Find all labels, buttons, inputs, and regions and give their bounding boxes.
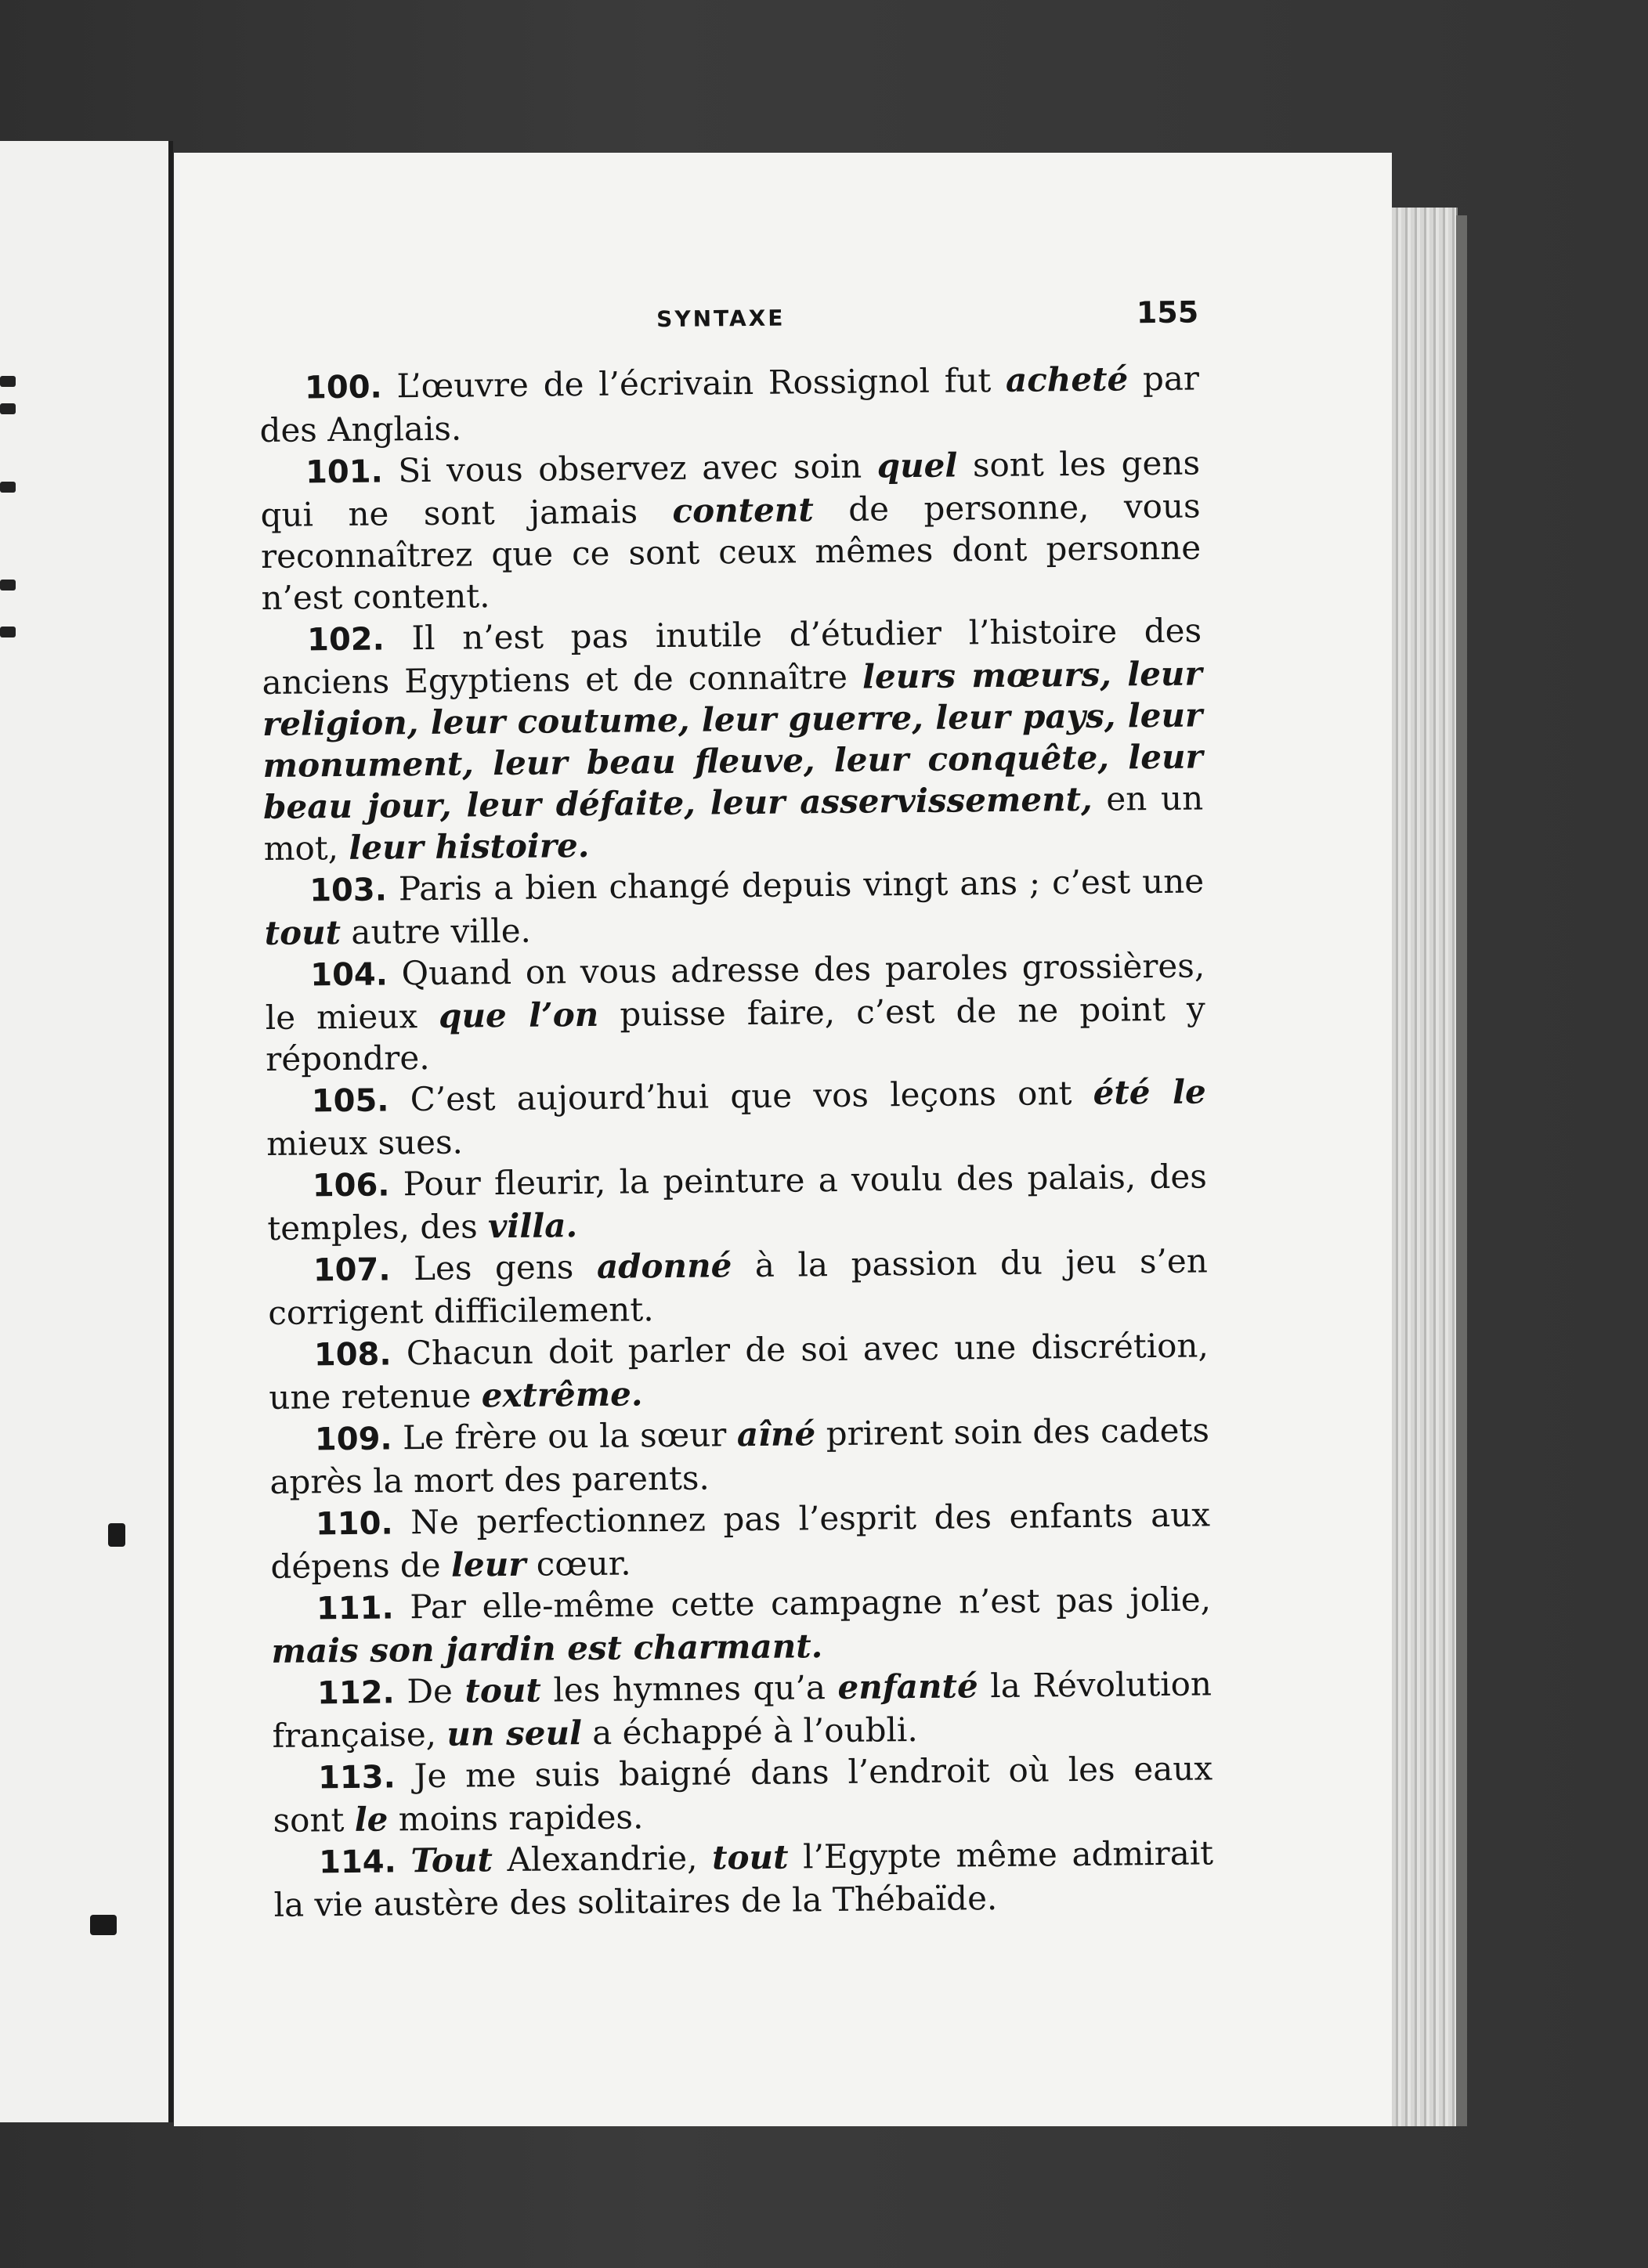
- exercise-item: [264, 860, 1205, 954]
- text-run: Ne perfectionnez pas l’esprit des enfants aux dépens de: [270, 1495, 1211, 1586]
- exercise-text: [273, 1833, 1213, 1924]
- exercise-text: [260, 443, 1201, 617]
- text-run: Par elle-même cette campagne n’est pas jolie,: [393, 1580, 1212, 1627]
- exercise-text: [268, 1241, 1208, 1332]
- text-run: Le frère ou la sœur: [392, 1415, 738, 1457]
- exercise-number: 100.: [304, 369, 382, 406]
- exercise-number: 105.: [311, 1082, 389, 1120]
- exercise-item: [269, 1324, 1209, 1418]
- text-run: les hymnes qu’a: [540, 1667, 838, 1710]
- exercise-item: [270, 1493, 1211, 1587]
- text-run: Chacun doit parler de soi avec une discrétion, une retenue: [269, 1326, 1209, 1417]
- text-run: Les gens: [390, 1247, 598, 1288]
- exercise-number: 104.: [310, 956, 389, 994]
- italic-phrase: quel: [876, 446, 958, 486]
- italic-phrase: tout: [264, 913, 342, 952]
- italic-phrase: leur: [450, 1544, 526, 1584]
- italic-phrase: content: [672, 490, 814, 530]
- text-run: en un mot,: [263, 778, 1204, 868]
- exercise-text: [272, 1664, 1212, 1755]
- text-run: De: [394, 1671, 465, 1711]
- exercise-number: 108.: [313, 1336, 392, 1374]
- text-run: Alexandrie,: [492, 1838, 713, 1880]
- text-run: C’est aujourd’hui que vos leçons ont: [389, 1073, 1093, 1119]
- italic-phrase: leur histoire.: [349, 825, 590, 867]
- text-run: moins rapides.: [388, 1797, 644, 1839]
- italic-phrase: mais son jardin est charmant.: [271, 1627, 823, 1670]
- exercise-item: [260, 442, 1202, 619]
- exercise-text: [266, 946, 1205, 1078]
- facing-page-left: [0, 141, 173, 2122]
- exercise-item: [265, 944, 1205, 1080]
- text-run: par des Anglais.: [259, 359, 1200, 450]
- italic-phrase: été le: [1093, 1072, 1206, 1112]
- text-run: [396, 1841, 411, 1880]
- text-run: Pour fleurir, la peinture a voulu des palais, des temples, des: [267, 1157, 1207, 1248]
- text-run: Quand on vous adresse des paroles grossières, le mieux: [265, 946, 1205, 1037]
- text-run: Il n’est pas inutile d’étudier l’histoire des anciens Egyptiens et de connaître: [262, 611, 1202, 702]
- exercise-text: [269, 1326, 1209, 1417]
- italic-phrase: aîné: [736, 1414, 816, 1454]
- exercise-number: 114.: [318, 1844, 397, 1881]
- exercise-number: 110.: [315, 1505, 393, 1543]
- text-run: prirent soin des cadets après la mort des parents.: [269, 1410, 1210, 1501]
- page-edges: [1392, 208, 1456, 2126]
- text-run: Je me suis baigné dans l’endroit où les eaux sont: [273, 1749, 1213, 1840]
- running-head-title: SYNTAXE: [656, 305, 786, 333]
- exercise-item: [259, 357, 1200, 451]
- exercise-number: 113.: [317, 1759, 396, 1797]
- italic-phrase: Tout: [410, 1840, 493, 1880]
- exercise-text: [269, 1410, 1209, 1501]
- exercise-text: [266, 1072, 1206, 1163]
- exercise-item: [268, 1240, 1209, 1334]
- exercise-text: [273, 1749, 1213, 1840]
- exercise-item: [266, 1071, 1207, 1165]
- exercise-item: [267, 1155, 1208, 1249]
- exercise-text: [262, 611, 1203, 868]
- spine-binding-mark: [90, 1915, 117, 1935]
- running-head: [258, 294, 1199, 351]
- exercise-number: 101.: [305, 453, 383, 491]
- text-run: la Révolution française,: [272, 1664, 1213, 1755]
- italic-phrase: villa.: [487, 1206, 578, 1246]
- left-page-text-fragment: [0, 403, 16, 414]
- left-page-text-fragment: [0, 580, 16, 590]
- italic-phrase: enfanté: [837, 1667, 978, 1706]
- exercise-text: [271, 1580, 1211, 1670]
- exercise-text: [267, 1157, 1207, 1248]
- text-run: à la passion du jeu s’en corrigent difficilement.: [268, 1241, 1209, 1332]
- exercise-text: [259, 359, 1199, 450]
- exercise-list: [259, 357, 1214, 1925]
- text-run: l’Egypte même admirait la vie austère des solitaires de la Thébaïde.: [273, 1833, 1214, 1924]
- text-run: a échappé à l’oubli.: [581, 1710, 918, 1753]
- text-run: puisse faire, c’est de ne point y répondre.: [266, 989, 1205, 1078]
- page-number: 155: [1136, 294, 1199, 330]
- italic-phrase: leurs mœurs, leur religion, leur coutume, leur guerre, leur pays, leur monument, leur beau fleuve, leur conquête, leur beau jour, leur défaite, leur asservissement,: [262, 654, 1203, 826]
- exercise-number: 107.: [313, 1251, 391, 1289]
- text-run: cœur.: [526, 1544, 631, 1584]
- italic-phrase: adonné: [596, 1246, 732, 1286]
- exercise-item: [273, 1747, 1213, 1841]
- exercise-number: 112.: [316, 1674, 395, 1712]
- text-run: mieux sues.: [266, 1122, 464, 1163]
- text-run: Si vous observez avec soin: [382, 446, 878, 490]
- italic-phrase: le: [354, 1800, 389, 1839]
- italic-phrase: tout: [464, 1670, 542, 1710]
- text-run: L’œuvre de l’écrivain Rossignol fut: [381, 360, 1007, 406]
- page-text-block: [258, 294, 1214, 1925]
- text-run: sont les gens qui ne sont jamais: [260, 443, 1201, 534]
- exercise-item: [272, 1663, 1213, 1757]
- text-run: de personne, vous reconnaîtrez que ce sont ceux mêmes dont personne n’est content.: [260, 486, 1202, 617]
- exercise-item: [269, 1409, 1210, 1503]
- exercise-number: 103.: [309, 872, 388, 909]
- exercise-number: 109.: [314, 1421, 392, 1458]
- exercise-number: 106.: [312, 1167, 390, 1204]
- exercise-item: [262, 609, 1204, 869]
- exercise-text: [270, 1495, 1210, 1586]
- exercise-item: [273, 1832, 1214, 1926]
- italic-phrase: extrême.: [481, 1374, 643, 1415]
- italic-phrase: un seul: [446, 1714, 583, 1753]
- page-edges-shadow: [1456, 215, 1467, 2126]
- left-page-text-fragment: [0, 376, 16, 387]
- exercise-item: [271, 1578, 1212, 1672]
- exercise-text: [264, 861, 1204, 952]
- left-page-text-fragment: [0, 627, 16, 637]
- italic-phrase: acheté: [1005, 359, 1129, 399]
- left-page-text-fragment: [0, 482, 16, 493]
- italic-phrase: que l’on: [438, 995, 599, 1035]
- exercise-number: 102.: [306, 621, 385, 659]
- text-run: Paris a bien changé depuis vingt ans ; c’est une: [386, 861, 1205, 908]
- spine-binding-mark: [108, 1523, 125, 1547]
- italic-phrase: tout: [711, 1837, 789, 1877]
- text-run: autre ville.: [340, 911, 532, 952]
- exercise-number: 111.: [316, 1590, 394, 1627]
